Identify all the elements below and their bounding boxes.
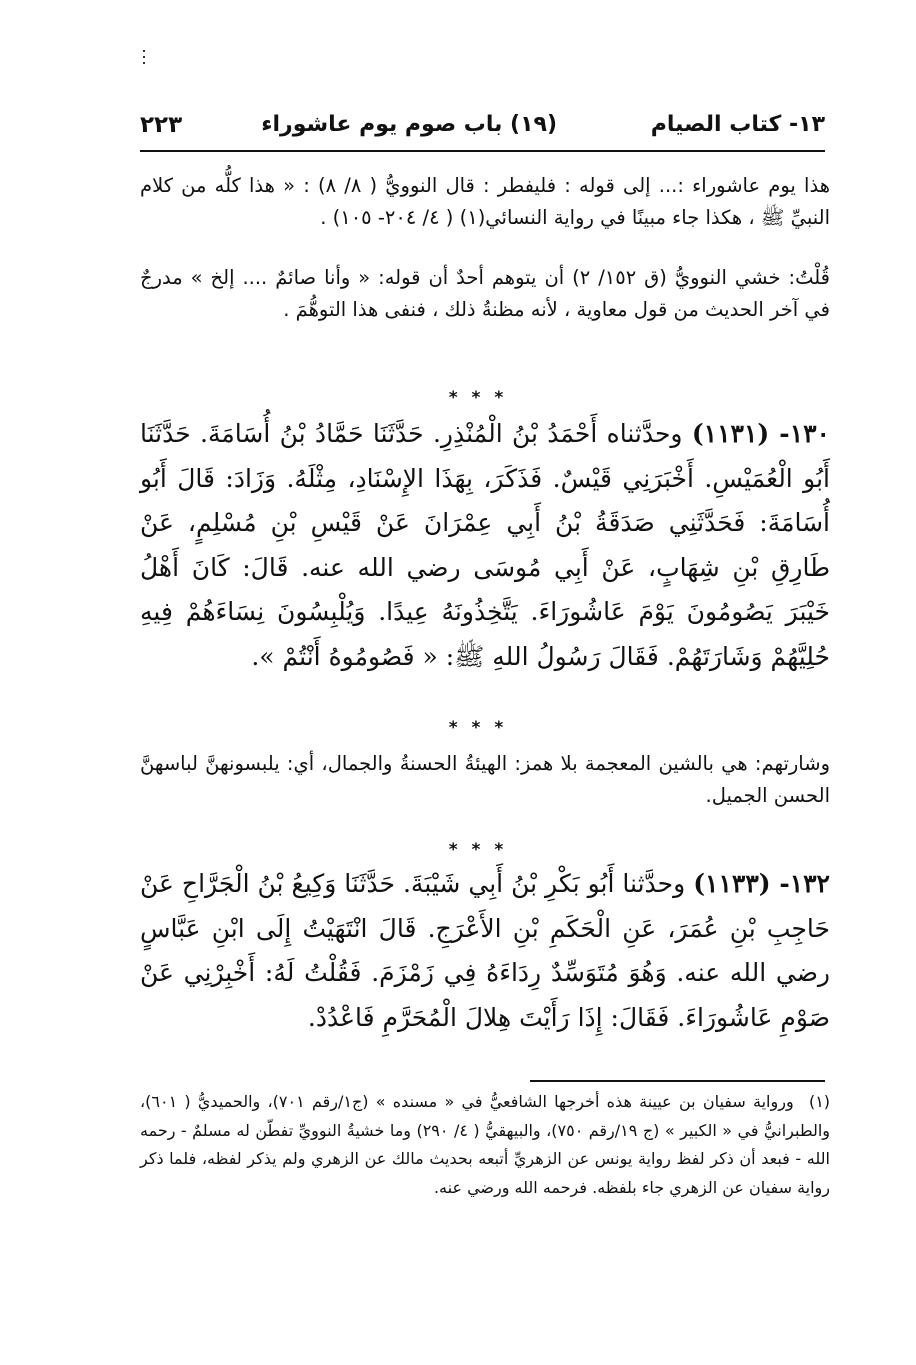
margin-mark — [143, 50, 145, 66]
hadith-number: ١٣٢- (١١٣٣) — [693, 869, 830, 898]
chapter-title: ١٣- كتاب الصيام — [650, 112, 825, 137]
hadith-132 — [140, 862, 830, 1040]
hadith-text: وحدَّثنا أَبُو بَكْرِ بْنُ أَبِي شَيْبَةَ. حَدَّثَنَا وَكِيعُ بْنُ الْجَرَّاحِ عَنْ حَاجِبِ بْنِ عُمَرَ، عَنِ الْحَكَمِ بْنِ الأَعْرَجِ. قَالَ انْتَهَيْتُ إِلَى ابْنِ عَبَّاسٍ رضي الله عنه. وَهُوَ مُتَوَسِّدٌ رِدَاءَهُ فِي زَمْزَمَ. فَقُلْتُ لَهُ: أَخْبِرْنِي عَنْ صَوْمِ عَاشُورَاءَ. فَقَالَ: إِذَا رَأَيْتَ هِلالَ الْمُحَرَّمِ فَاعْدُدْ. — [140, 869, 830, 1032]
section-title: (١٩) باب صوم يوم عاشوراء — [261, 112, 557, 137]
footnote-marker: (١) — [808, 1092, 831, 1111]
hadith-number: ١٣٠- (١١٣١) — [691, 419, 830, 448]
page-header — [140, 112, 825, 150]
commentary-paragraph-1: هذا يوم عاشوراء :... إلى قوله : فليفطر : قال النوويُّ ( ٨/ ٨) : « هذا كلُّه من كلام النبيِّ ﷺ ، هكذا جاء مبينًا في رواية النسائي(١) ( ٤/ ٢٠٤- ١٠٥) . — [140, 174, 830, 229]
hadith-130 — [140, 412, 830, 679]
page-number: ٢٢٣ — [140, 112, 183, 138]
footnote-rule — [530, 1080, 825, 1082]
hadith-text: وحدَّثناه أَحْمَدُ بْنُ الْمُنْذِرِ. حَدَّثَنَا حَمَّادُ بْنُ أُسَامَةَ. حَدَّثَنَا أَبُو الْعُمَيْسِ. أَخْبَرَنِي قَيْسٌ. فَذَكَرَ، بِهَذَا الإِسْنَادِ، مِثْلَهُ. وَزَادَ: قَالَ أَبُو أُسَامَةَ: فَحَدَّثَنِي صَدَقَةُ بْنُ أَبِي عِمْرَانَ عَنْ قَيْسِ بْنِ مُسْلِمٍ، عَنْ طَارِقِ بْنِ شِهَابٍ، عَنْ أَبِي مُوسَى رضي الله عنه. قَالَ: كَانَ أَهْلُ خَيْبَرَ يَصُومُونَ يَوْمَ عَاشُورَاءَ. يَتَّخِذُونَهُ عِيدًا. وَيُلْبِسُونَ نِسَاءَهُمْ فِيهِ حُلِيَّهُمْ وَشَارَتَهُمْ. فَقَالَ رَسُولُ اللهِ ﷺ: « فَصُومُوهُ أَنْتُمْ ». — [140, 419, 830, 671]
separator-stars: * * * — [448, 840, 508, 860]
footnote — [140, 1088, 830, 1202]
footnote-text: ورواية سفيان بن عيينة هذه أخرجها الشافعيُّ في « مسنده » (ج١/رقم ٧٠١)، والحميديُّ ( ٦٠١)، والطبرانيُّ في « الكبير » (ج ١٩/رقم ٧٥٠)، والبيهقيُّ ( ٤/ ٢٩٠) وما خشيةُ النوويِّ تفطّن له مسلمٌ - رحمه الله - فبعد أن ذكر لفظ رواية يونس عن الزهريِّ أتبعه بحديث مالك عن الزهري ولم يذكر لفظه، فلما ذكر رواية سفيان عن الزهري جاء بلفظه. فرحمه الله ورضي عنه. — [140, 1092, 830, 1197]
separator-stars: * * * — [448, 718, 508, 738]
commentary-paragraph-2: قُلْتُ: خشي النوويُّ (ق ١٥٢/ ٢) أن يتوهم أحدٌ أن قوله: « وأنا صائمٌ .... إلخ » مدرجٌ في آخر الحديث من قول معاوية ، لأنه مظنةُ ذلك ، فنفى هذا التوهُّمَ . — [140, 266, 831, 321]
header-rule — [140, 150, 825, 152]
separator-stars: * * * — [448, 388, 508, 408]
commentary-paragraph-3: وشارتهم: هي بالشين المعجمة بلا همز: الهيئةُ الحسنةُ والجمال، أي: يلبسونهنَّ لباسهنَّ الحسن الجميل. — [140, 752, 830, 807]
